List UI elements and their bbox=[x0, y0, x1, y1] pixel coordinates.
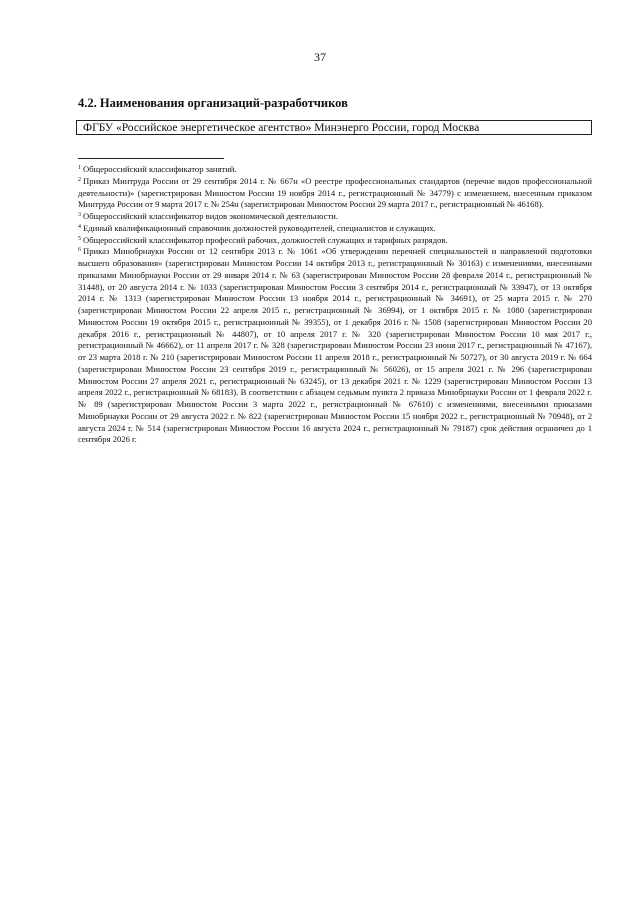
footnotes bbox=[78, 164, 592, 446]
organization-box bbox=[76, 120, 592, 135]
footnote-number: 1 bbox=[78, 165, 81, 171]
organization-name: ФГБУ «Российское энергетическое агентство» Минэнерго России, город Москва bbox=[83, 122, 480, 134]
footnote bbox=[78, 211, 592, 223]
footnote-text: Приказ Минтруда России от 29 сентября 2014 г. № 667н «О реестре профессиональных стандартов (перечне видов профессиональной деятельности)» (зарегистрирован Минюстом России 19 ноября 2014 г., регистрационный № 34779) с изменением, внесенным приказом Минтруда России от 9 марта 2017 г. № 254н (зарегистрирован Минюстом России 29 марта 2017 г., регистрационный № 46168). bbox=[78, 175, 592, 210]
footnote-number: 4 bbox=[78, 223, 81, 230]
footnote bbox=[78, 176, 592, 211]
footnote-number: 2 bbox=[78, 176, 81, 183]
footnote-number: 5 bbox=[78, 235, 81, 242]
footnote-text: Единый квалификационный справочник должностей руководителей, специалистов и служащих. bbox=[83, 222, 436, 233]
footnote-text: Приказ Минобрнауки России от 12 сентября 2013 г. № 1061 «Об утверждении перечней специальностей и направлений подготовки высшего образования» (зарегистрирован Минюстом России 14 октября 2013 г., регистрационный № 30163) с изменениями, внесенными приказами Минобрнауки России от 29 января 2014 г. № 63 (зарегистрирован Минюстом России 28 февраля 2014 г., регистрационный № 31448), от 20 августа 2014 г. № 1033 (зарегистрирован Минюстом России 3 сентября 2014 г., регистрационный № 33947), от 13 октября 2014 г. № 1313 (зарегистрирован Минюстом России 13 ноября 2014 г., регистрационный № 34691), от 25 марта 2015 г. № 270 (зарегистрирован Минюстом России 22 апреля 2015 г., регистрационный № 36994), от 1 октября 2015 г. № 1080 (зарегистрирован Минюстом России 19 октября 2015 г., регистрационный № 39355), от 1 декабря 2016 г. № 1508 (зарегистрирован Минюстом России 20 декабря 2016 г., регистрационный № 44807), от 10 апреля 2017 г. № 320 (зарегистрирован Минюстом России 10 мая 2017 г., регистрационный № 46662), от 11 апреля 2017 г. № 328 (зарегистрирован Минюстом России 23 июня 2017 г., регистрационный № 47167), от 23 марта 2018 г. № 210 (зарегистрирован Минюстом России 11 апреля 2018 г., регистрационный № 50727), от 30 августа 2019 г. № 664 (зарегистрирован Минюстом России 23 сентября 2019 г., регистрационный № 56026), от 15 апреля 2021 г. № 296 (зарегистрирован Минюстом России 27 апреля 2021 г., регистрационный № 63245), от 13 декабря 2021 г. № 1229 (зарегистрирован Минюстом России 13 апреля 2022 г., регистрационный № 68183). В соответствии с абзацем седьмым пункта 2 приказа Минобрнауки России от 1 февраля 2022 г. № 89 (зарегистрирован Минюстом России 3 марта 2022 г., регистрационный № 67610) с изменениями, внесенными приказами Минобрнауки России от 29 августа 2022 г. № 822 (зарегистрирован Минюстом России 15 ноября 2022 г., регистрационный № 70948), от 2 августа 2024 г. № 514 (зарегистрирован Минюстом России 16 августа 2024 г., регистрационный № 79187) срок действия ограничен до 1 сентября 2026 г. bbox=[78, 246, 592, 445]
footnote-text: Общероссийский классификатор видов экономической деятельности. bbox=[83, 211, 338, 221]
footnote-number: 6 bbox=[78, 247, 81, 254]
footnote-number: 3 bbox=[78, 212, 81, 218]
footnote bbox=[78, 246, 592, 446]
footnote bbox=[78, 164, 592, 176]
footnote bbox=[78, 223, 592, 235]
section-heading: 4.2. Наименования организаций-разработчиков bbox=[78, 96, 348, 110]
footnote-text: Общероссийский классификатор профессий рабочих, должностей служащих и тарифных разрядов. bbox=[83, 234, 448, 245]
footnote bbox=[78, 235, 592, 247]
footnote-separator bbox=[78, 158, 224, 159]
page-number: 37 bbox=[314, 50, 326, 64]
footnote-text: Общероссийский классификатор занятий. bbox=[83, 164, 237, 174]
